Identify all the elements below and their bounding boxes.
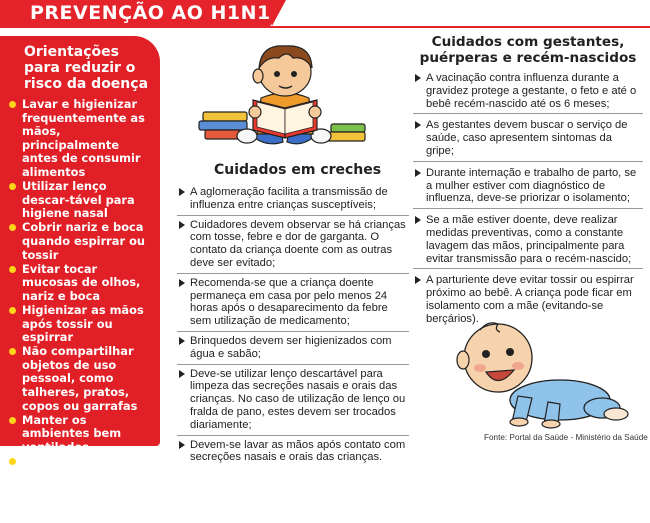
list-item: Deve-se utilizar lenço descartável para limpeza das secreções nasais e orais das crianças. No caso de utilização de lenço ou fralda de pano, estes devem ser trocados diariamente; <box>177 368 409 436</box>
bullet-icon <box>9 224 16 231</box>
triangle-bullet-icon <box>415 216 421 224</box>
triangle-bullet-icon <box>179 370 185 378</box>
crawling-baby-icon <box>440 318 645 430</box>
list-item: Cobrir nariz e boca quando espirrar ou tossir <box>8 221 154 262</box>
source-credit: Fonte: Portal da Saúde - Ministério da Saúde <box>484 433 648 442</box>
page-title: PREVENÇÃO AO H1N1 <box>30 2 271 24</box>
bullet-icon <box>9 458 16 465</box>
triangle-bullet-icon <box>179 337 185 345</box>
list-item: Devem-se lavar as mãos após contato com secreções nasais e orais das crianças. <box>177 439 409 468</box>
list-item: Se a mãe estiver doente, deve realizar medidas preventivas, como a constante lavagem das mãos, principalmente para evitar transmissão para o recém-nascido; <box>413 214 643 269</box>
bullet-icon <box>9 101 16 108</box>
header-tab <box>0 0 272 26</box>
triangle-bullet-icon <box>415 169 421 177</box>
triangle-bullet-icon <box>179 188 185 196</box>
list-item: Utilizar lenço descar-tável para higiene nasal <box>8 180 154 221</box>
list-item: Manter os ambientes bem ventilados <box>8 414 154 455</box>
triangle-bullet-icon <box>415 121 421 129</box>
list-item: A vacinação contra influenza durante a gravidez protege a gestante, o feto e até o bebê recém-nascido até os 6 meses; <box>413 72 643 114</box>
prevention-title: Orientações para reduzir o risco da doença <box>24 44 149 92</box>
bullet-icon <box>9 307 16 314</box>
list-item: A parturiente deve evitar tossir ou espirrar próximo ao bebê. A criança pode ficar em isolamento com a mãe (evitando-se berçários). <box>413 274 643 328</box>
list-item: Cuidadores devem observar se há crianças com tosse, febre e dor de garganta. O contato da criança doente com as outras deve ser evitado; <box>177 219 409 274</box>
creches-list <box>177 186 409 470</box>
list-item: Não compartilhar objetos de uso pessoal, como talheres, pratos, copos ou garrafas <box>8 345 154 413</box>
prevention-list <box>8 98 154 523</box>
triangle-bullet-icon <box>179 441 185 449</box>
gestantes-title: Cuidados com gestantes, puérperas e recém-nascidos <box>419 34 637 66</box>
bullet-icon <box>9 183 16 190</box>
list-item: Recomenda-se que a criança doente permaneça em casa por pelo menos 24 horas após o desaparecimento da febre sem utilização de medicamento; <box>177 277 409 332</box>
triangle-bullet-icon <box>415 276 421 284</box>
list-item: Durante internação e trabalho de parto, se a mulher estiver com diagnóstico de influenza, deve-se priorizar o isolamento; <box>413 167 643 209</box>
triangle-bullet-icon <box>415 74 421 82</box>
bullet-icon <box>9 348 16 355</box>
bullet-icon <box>9 266 16 273</box>
bullet-icon <box>9 417 16 424</box>
header-rule <box>0 26 650 28</box>
prevention-panel <box>0 36 160 523</box>
triangle-bullet-icon <box>179 279 185 287</box>
list-item: Evitar contato próximo a pessoas que apresentem sinais ou sintomas de gripe <box>8 455 154 523</box>
list-item: Higienizar as mãos após tossir ou espirrar <box>8 304 154 345</box>
list-item: A aglomeração facilita a transmissão de influenza entre crianças susceptíveis; <box>177 186 409 216</box>
creches-title: Cuidados em creches <box>214 162 382 178</box>
list-item: Evitar tocar mucosas de olhos, nariz e boca <box>8 263 154 304</box>
header-bar <box>0 0 650 28</box>
gestantes-list <box>413 72 643 334</box>
triangle-bullet-icon <box>179 221 185 229</box>
list-item: As gestantes devem buscar o serviço de saúde, caso apresentem sintomas da gripe; <box>413 119 643 161</box>
list-item: Brinquedos devem ser higienizados com água e sabão; <box>177 335 409 365</box>
list-item: Lavar e higienizar frequentemente as mãos, principalmente antes de consumir alimentos <box>8 98 154 180</box>
boy-reading-icon <box>195 38 370 156</box>
